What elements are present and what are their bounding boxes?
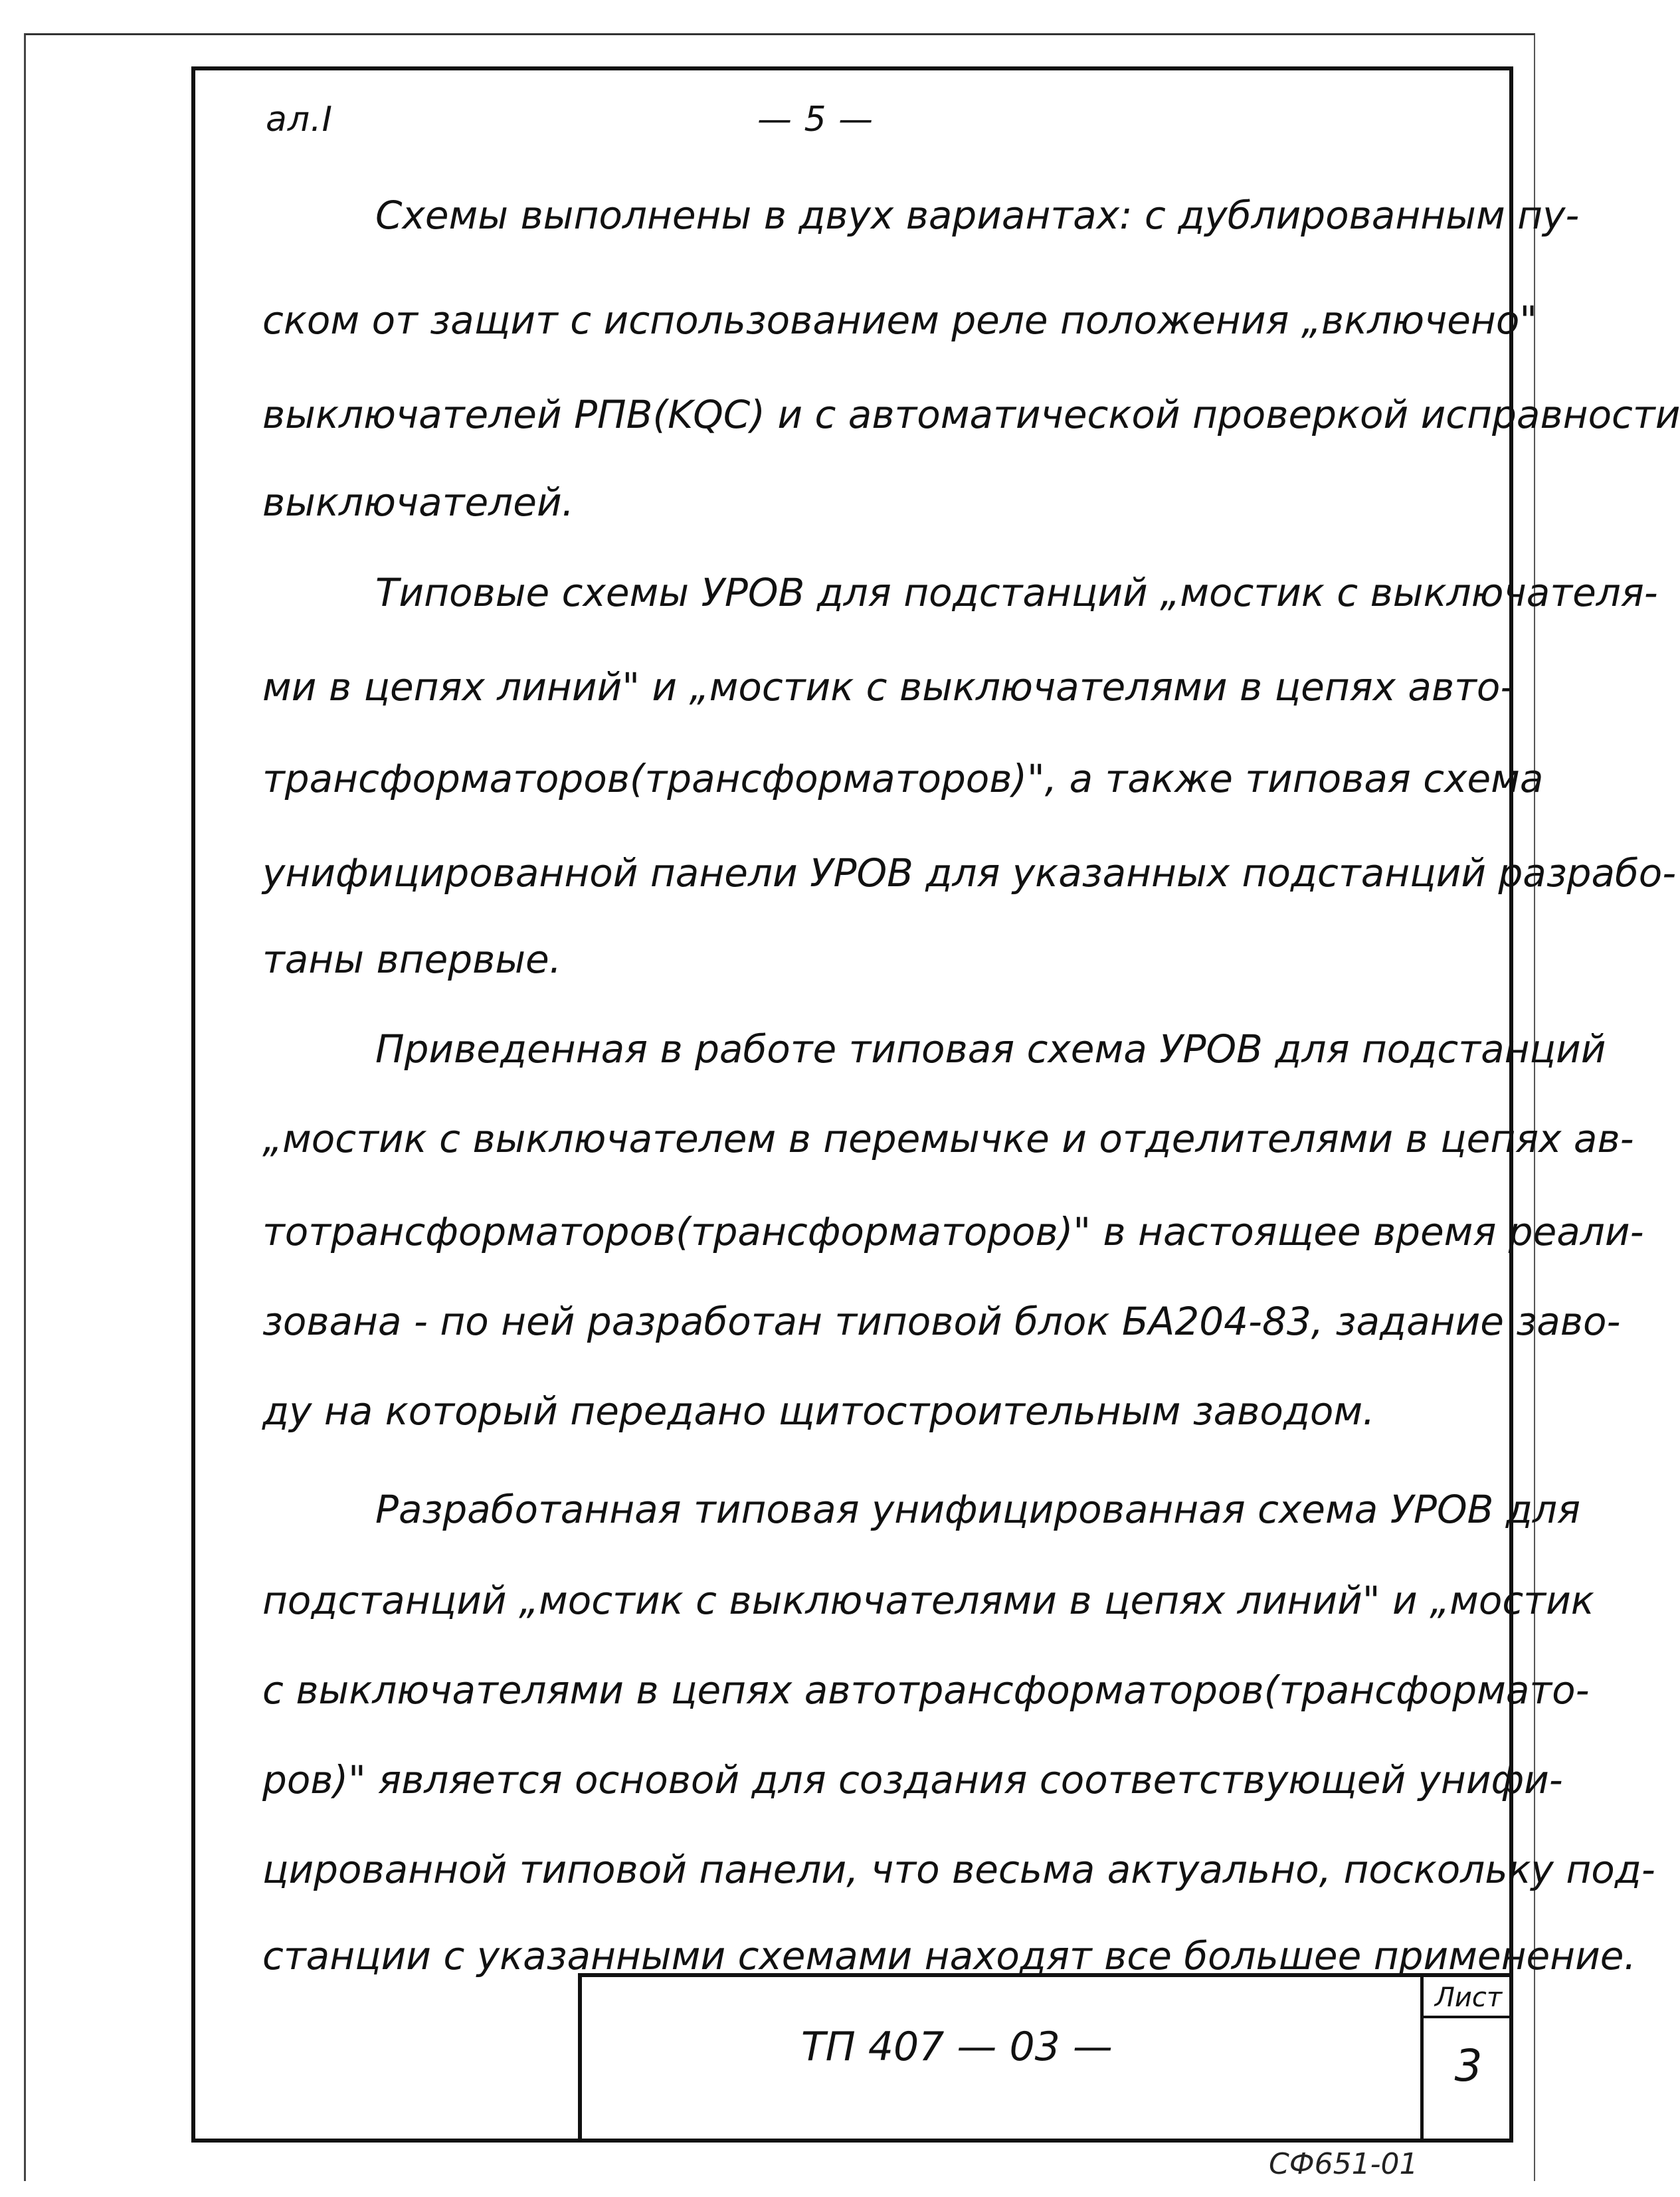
- text-line: выключателей.: [262, 480, 575, 525]
- text-line: ду на который передано щитостроительным заводом.: [262, 1388, 1375, 1434]
- text-line: унифицированной панели УРОВ для указанных подстанций разрабо-: [262, 850, 1677, 896]
- sheet-label: Лист: [1424, 1982, 1513, 2018]
- text-line: выключателей РПВ(KQC) и с автоматической проверкой исправности: [262, 392, 1680, 437]
- text-line: таны впервые.: [262, 937, 562, 982]
- text-line: Приведенная в работе типовая схема УРОВ для подстанций: [375, 1026, 1606, 1072]
- section-mark: ал.I: [266, 100, 333, 140]
- archive-code: СФ651-01: [1269, 2147, 1418, 2181]
- sheet-cell: [1420, 1977, 1513, 2143]
- text-line: ми в цепях линий" и „мостик с выключателями в цепях авто-: [262, 664, 1515, 710]
- text-line: тотрансформаторов(трансформаторов)" в настоящее время реали-: [262, 1209, 1644, 1254]
- text-line: Типовые схемы УРОВ для подстанций „мостик с выключателя-: [375, 570, 1658, 615]
- text-line: „мостик с выключателем в перемычке и отделителями в цепях ав-: [262, 1116, 1634, 1161]
- document-code: ТП 407 — 03 —: [801, 2024, 1113, 2070]
- text-line: ров)" является основой для создания соответствующей унифи-: [262, 1757, 1563, 1802]
- text-line: Разработанная типовая унифицированная схема УРОВ для: [375, 1487, 1580, 1532]
- text-line: ском от защит с использованием реле положения „включено": [262, 298, 1538, 343]
- sheet-number: 3: [1454, 2040, 1483, 2091]
- text-line: трансформаторов(трансформаторов)", а также типовая схема: [262, 756, 1544, 801]
- text-line: станции с указанными схемами находят все большее применение.: [262, 1933, 1636, 1978]
- text-line: Схемы выполнены в двух вариантах: с дублированным пу-: [375, 193, 1580, 238]
- text-line: подстанций „мостик с выключателями в цепях линий" и „мостик: [262, 1578, 1594, 1623]
- text-line: цированной типовой панели, что весьма актуально, поскольку под-: [262, 1847, 1655, 1892]
- text-line: с выключателями в цепях автотрансформаторов(трансформато-: [262, 1668, 1590, 1713]
- page-number: — 5 —: [757, 100, 874, 140]
- text-line: зована - по ней разработан типовой блок БА204-83, задание заво-: [262, 1299, 1621, 1344]
- title-block: [578, 1973, 1513, 2143]
- page-frame: [191, 66, 1680, 2143]
